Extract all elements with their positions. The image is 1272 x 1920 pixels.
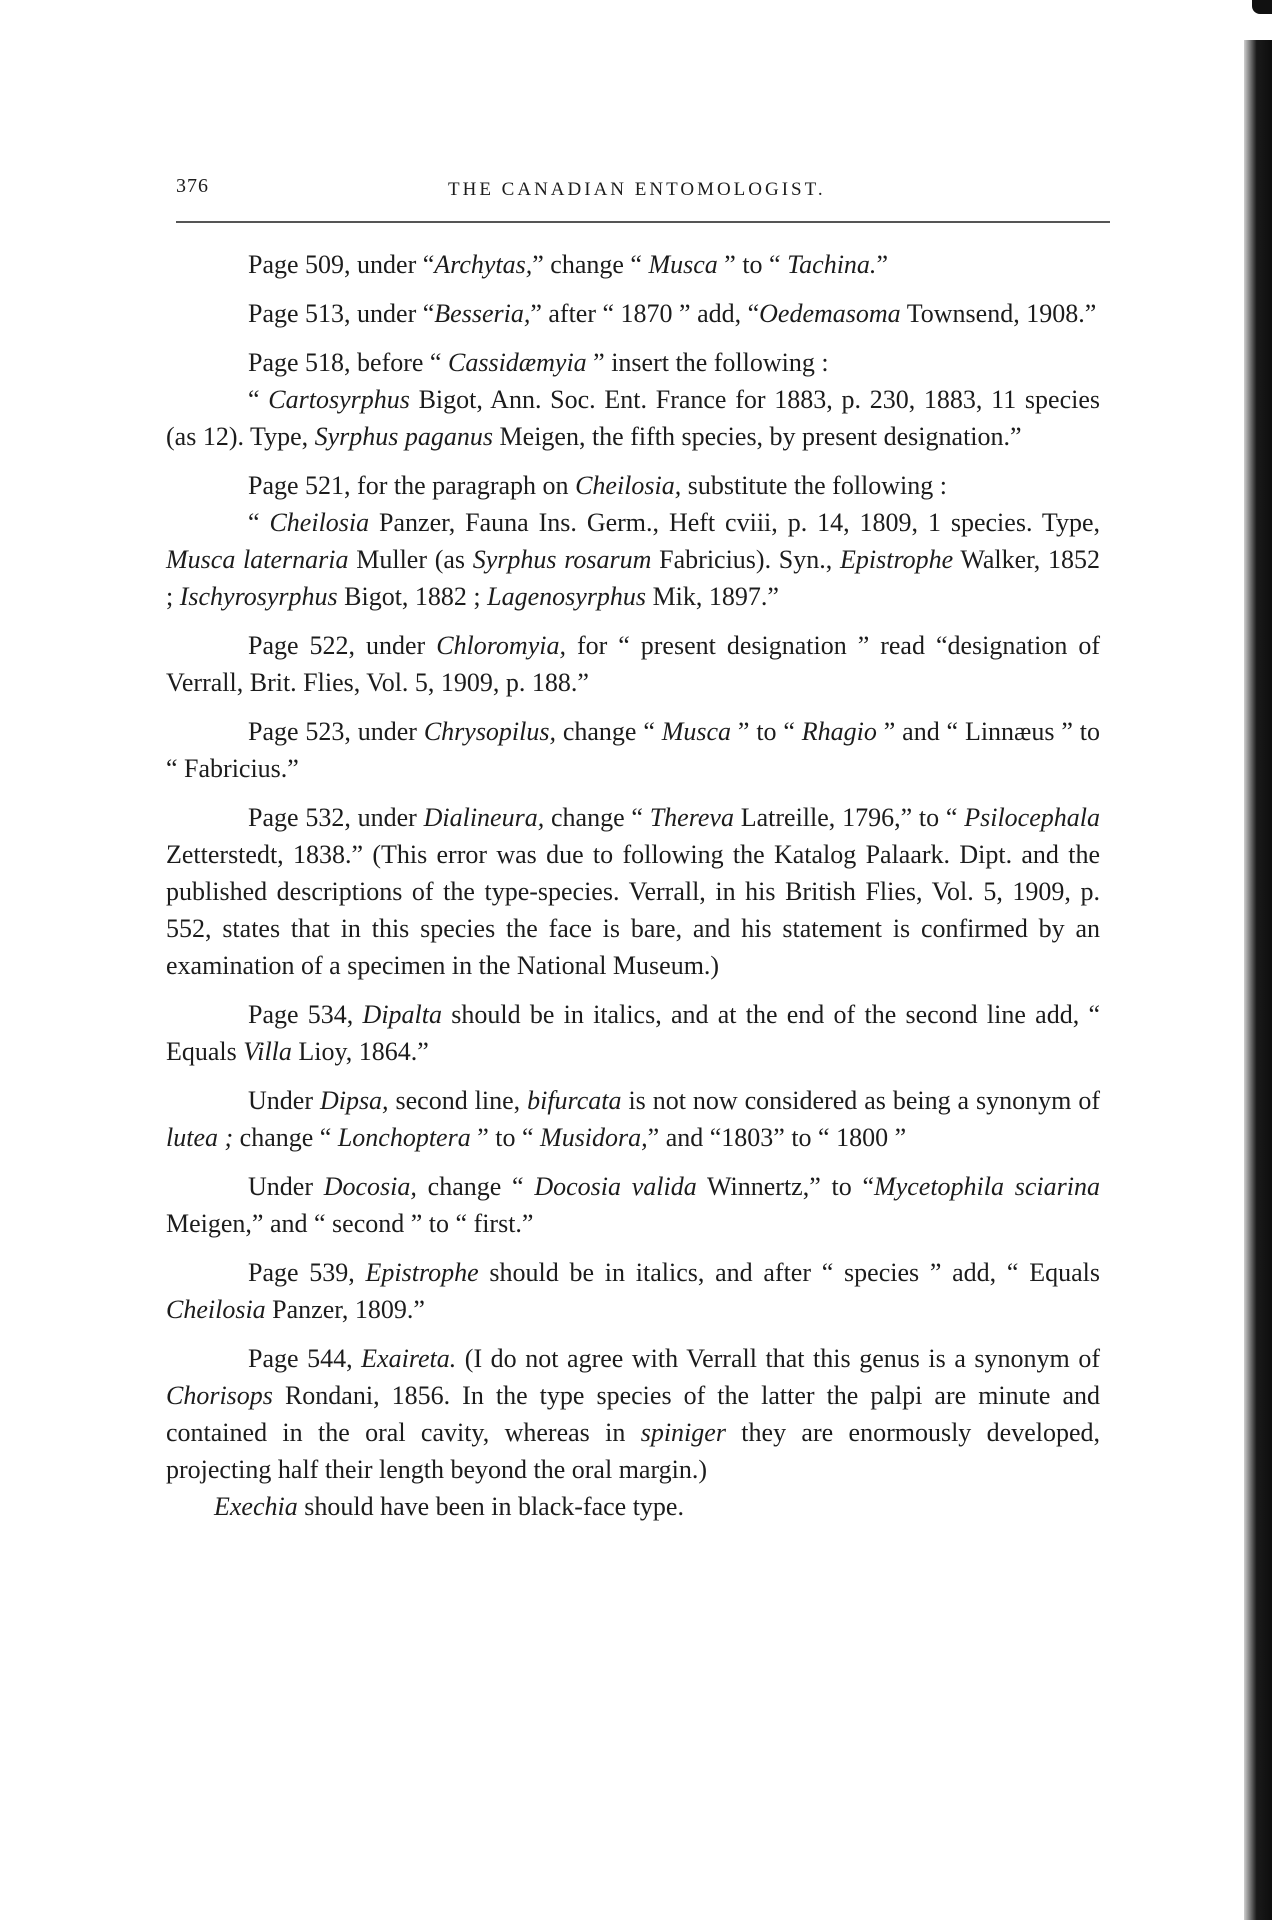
- italic-term: Dipsa,: [319, 1086, 389, 1115]
- italic-term: Cartosyrphus: [268, 385, 410, 414]
- text-run: Meigen,” and “ second ” to “ first.”: [166, 1209, 534, 1238]
- paragraph-p509: [166, 246, 1100, 283]
- paragraph-pdipsa: [166, 1082, 1100, 1156]
- header-rule: [176, 221, 1110, 223]
- text-run: Winnertz,” to “: [696, 1172, 875, 1201]
- text-run: Page 523, under: [248, 717, 424, 746]
- text-run: ” after “ 1870 ” add, “: [530, 299, 760, 328]
- text-run: Bigot, 1882 ;: [337, 582, 488, 611]
- italic-term: Chrysopilus,: [423, 717, 556, 746]
- text-run: (I do not agree with Verrall that this genus is a synonym of: [456, 1344, 1100, 1373]
- text-run: “: [248, 385, 269, 414]
- italic-term: Exaireta.: [361, 1344, 457, 1373]
- text-run: change “: [233, 1123, 338, 1152]
- text-run: Page 509, under “: [248, 250, 435, 279]
- text-run: Page 539,: [248, 1258, 366, 1287]
- text-run: ” and “1803” to “ 1800 ”: [647, 1123, 907, 1152]
- italic-term: Musca: [661, 717, 732, 746]
- paragraph-p521b: [166, 504, 1100, 615]
- paragraph-p534: [166, 996, 1100, 1070]
- paragraph-p518b: [166, 381, 1100, 455]
- text-run: ” change “: [532, 250, 649, 279]
- italic-term: Ischyrosyrphus: [179, 582, 338, 611]
- paragraph-p522: [166, 627, 1100, 701]
- paragraph-pdocosia: [166, 1168, 1100, 1242]
- text-run: is not now considered as being a synonym of: [621, 1086, 1100, 1115]
- italic-term: spiniger: [640, 1418, 726, 1447]
- article-body: [166, 246, 1100, 1537]
- text-run: Townsend, 1908.”: [900, 299, 1097, 328]
- text-run: Panzer, 1809.”: [265, 1295, 425, 1324]
- text-run: Rondani, 1856. In the type species of the latter the palpi are minute and contained in the oral cavity, whereas in: [166, 1381, 1100, 1447]
- text-run: Latreille, 1796,” to “: [733, 803, 965, 832]
- italic-term: Thereva: [649, 803, 734, 832]
- italic-term: Archytas,: [434, 250, 533, 279]
- italic-term: Cheilosia: [269, 508, 370, 537]
- paragraph-p544: [166, 1340, 1100, 1488]
- paragraph-p513: [166, 295, 1100, 332]
- italic-term: Chloromyia,: [436, 631, 566, 660]
- text-run: Page 522, under: [248, 631, 437, 660]
- text-run: Fabricius). Syn.,: [651, 545, 840, 574]
- paragraph-p539: [166, 1254, 1100, 1328]
- italic-term: Cheilosia: [166, 1295, 266, 1324]
- text-run: “: [248, 508, 270, 537]
- text-run: they are enormously developed, projecting half their length beyond the oral margin.): [166, 1418, 1100, 1484]
- italic-term: Cassidæmyia: [447, 348, 587, 377]
- italic-term: Musidora,: [540, 1123, 648, 1152]
- italic-term: Docosia,: [323, 1172, 417, 1201]
- italic-term: Epistrophe: [840, 545, 954, 574]
- italic-term: Lagenosyrphus: [487, 582, 647, 611]
- paragraph-p518a: [166, 344, 1100, 381]
- text-run: Page 534,: [248, 1000, 363, 1029]
- text-run: ” to “: [731, 717, 802, 746]
- page-corner-mark: [1252, 0, 1272, 14]
- paragraph-p532: [166, 799, 1100, 984]
- text-run: Bigot, Ann. Soc. Ent. France for 1883, p. 230, 1883, 11 species (as 12). Type,: [166, 385, 1101, 451]
- text-run: Panzer, Fauna Ins. Germ., Heft cviii, p. 14, 1809, 1 species. Type,: [369, 508, 1100, 537]
- text-run: ”: [876, 250, 888, 279]
- text-run: substitute the following :: [681, 471, 947, 500]
- running-title: THE CANADIAN ENTOMOLOGIST.: [448, 179, 826, 200]
- italic-term: Besseria,: [434, 299, 531, 328]
- text-run: ” and “ Linnæus ” to “ Fabricius.”: [166, 717, 1100, 783]
- italic-term: Lonchoptera: [337, 1123, 471, 1152]
- italic-term: Villa: [243, 1037, 292, 1066]
- italic-term: Musca: [648, 250, 718, 279]
- text-run: Page 518, before “: [248, 348, 448, 377]
- text-run: should have been in black-face type.: [297, 1492, 684, 1521]
- text-run: Mik, 1897.”: [646, 582, 779, 611]
- text-run: change “: [416, 1172, 535, 1201]
- italic-term: Syrphus rosarum: [472, 545, 652, 574]
- text-run: change “: [556, 717, 662, 746]
- italic-term: Epistrophe: [365, 1258, 479, 1287]
- italic-term: Musca laternaria: [166, 545, 349, 574]
- paragraph-p521a: [166, 467, 1100, 504]
- text-run: Page 521, for the paragraph on: [248, 471, 576, 500]
- text-run: should be in italics, and at the end of the second line add, “ Equals: [166, 1000, 1100, 1066]
- paragraph-pexechia: [166, 1488, 1100, 1525]
- italic-term: Dialineura,: [423, 803, 545, 832]
- italic-term: Psilocephala: [964, 803, 1100, 832]
- italic-term: Cheilosia,: [575, 471, 682, 500]
- text-run: ” to “: [717, 250, 788, 279]
- text-run: Page 544,: [248, 1344, 362, 1373]
- text-run: ” to “: [470, 1123, 541, 1152]
- italic-term: Tachina.: [787, 250, 877, 279]
- text-run: Page 532, under: [248, 803, 424, 832]
- text-run: Walker, 1852 ;: [166, 545, 1100, 611]
- text-run: Under: [248, 1086, 320, 1115]
- italic-term: Oedemasoma: [759, 299, 901, 328]
- italic-term: Mycetophila sciarina: [874, 1172, 1100, 1201]
- text-run: Zetterstedt, 1838.” (This error was due to following the Katalog Palaark. Dipt. and the published descriptions of the type-species. Verrall, in his British Flies, Vol. 5, 1909, p. 552, states that in this species the face is bare, and his statement is confirmed by an examination of a specimen in the National Museum.): [166, 840, 1100, 980]
- text-run: change “: [544, 803, 650, 832]
- italic-term: Docosia valida: [534, 1172, 697, 1201]
- italic-term: Rhagio: [801, 717, 877, 746]
- text-run: should be in italics, and after “ species ” add, “ Equals: [478, 1258, 1100, 1287]
- italic-term: Exechia: [214, 1492, 298, 1521]
- text-run: Meigen, the fifth species, by present designation.”: [493, 422, 1022, 451]
- text-run: ” insert the following :: [586, 348, 829, 377]
- text-run: Under: [248, 1172, 324, 1201]
- page-header: [176, 175, 1106, 215]
- text-run: second line,: [388, 1086, 528, 1115]
- page-edge-shadow: [1244, 40, 1272, 1920]
- italic-term: lutea ;: [166, 1123, 234, 1152]
- paragraph-p523: [166, 713, 1100, 787]
- italic-term: Syrphus paganus: [314, 422, 494, 451]
- text-run: Muller (as: [348, 545, 473, 574]
- page-number: 376: [176, 175, 209, 197]
- italic-term: bifurcata: [527, 1086, 622, 1115]
- text-run: for “ present designation ” read “designation of Verrall, Brit. Flies, Vol. 5, 1909, p. 188.”: [166, 631, 1100, 697]
- text-run: Page 513, under “: [248, 299, 435, 328]
- italic-term: Chorisops: [166, 1381, 273, 1410]
- text-run: Lioy, 1864.”: [291, 1037, 429, 1066]
- italic-term: Dipalta: [362, 1000, 442, 1029]
